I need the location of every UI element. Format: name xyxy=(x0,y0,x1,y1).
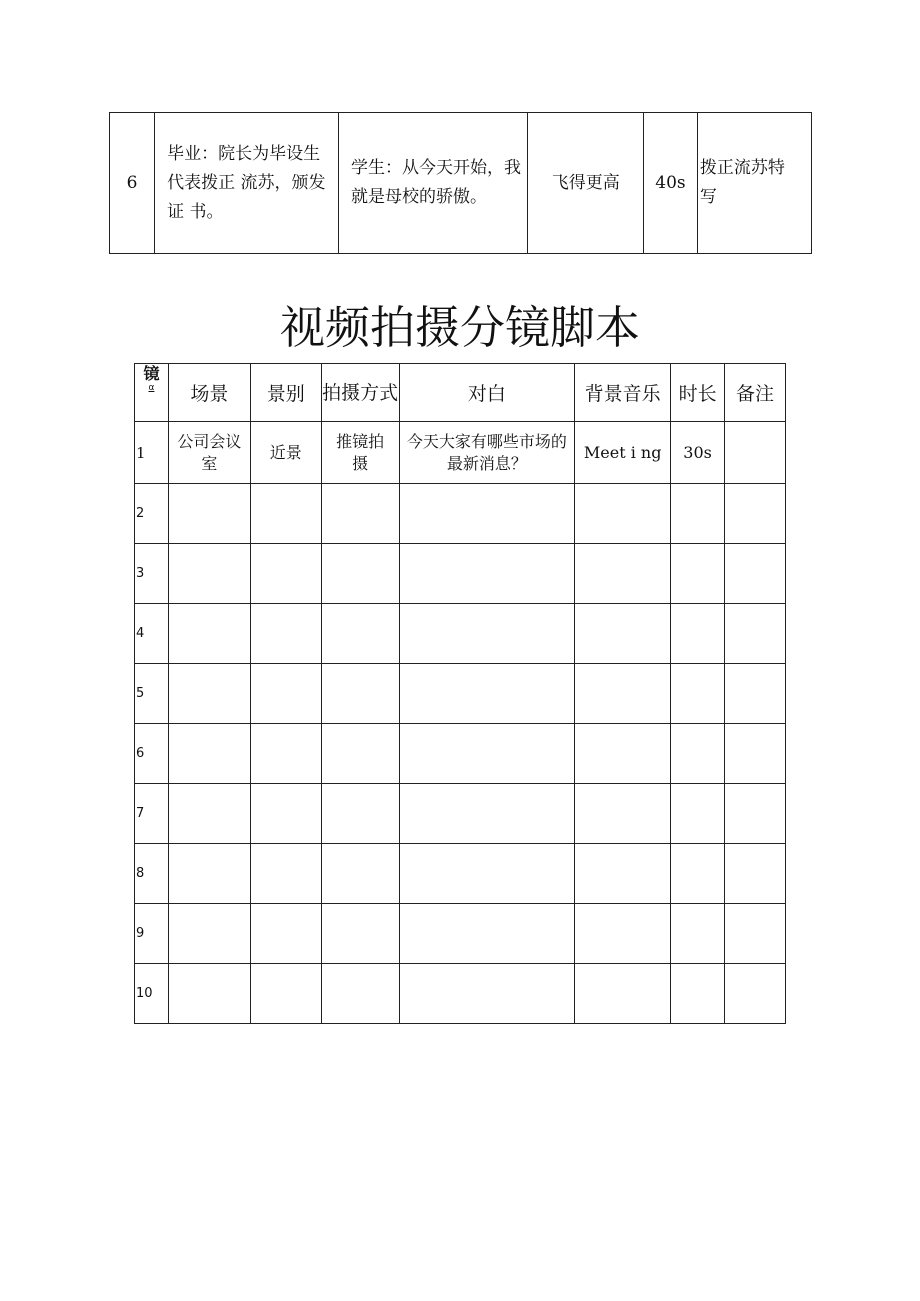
row-number: 1 xyxy=(135,422,169,484)
table-header-row xyxy=(135,364,786,422)
dialog-cell xyxy=(399,964,575,1024)
table-row xyxy=(135,844,786,904)
scene-cell: 公司会议室 xyxy=(168,422,250,484)
table-row xyxy=(135,904,786,964)
music-cell xyxy=(575,784,671,844)
framing-cell xyxy=(250,604,321,664)
note-cell xyxy=(725,422,786,484)
table-row xyxy=(135,544,786,604)
music-cell: Meet i ng xyxy=(575,422,671,484)
row-number: 2 xyxy=(135,484,169,544)
duration-cell xyxy=(671,664,725,724)
shot-number-cell: 6 xyxy=(110,113,155,254)
table-row xyxy=(110,113,812,254)
camera-cell xyxy=(321,664,399,724)
music-cell xyxy=(575,604,671,664)
music-cell: 飞得更高 xyxy=(528,113,644,254)
scene-cell xyxy=(168,544,250,604)
header-music: 背景音乐 xyxy=(575,364,671,422)
duration-cell xyxy=(671,904,725,964)
camera-cell xyxy=(321,844,399,904)
music-cell xyxy=(575,544,671,604)
note-cell xyxy=(725,544,786,604)
note-cell: 拨正流苏特 写 xyxy=(697,113,811,254)
camera-cell xyxy=(321,484,399,544)
note-cell xyxy=(725,604,786,664)
note-cell xyxy=(725,904,786,964)
storyboard-table xyxy=(134,363,786,1024)
note-cell xyxy=(725,844,786,904)
framing-cell xyxy=(250,844,321,904)
table-row xyxy=(135,422,786,484)
duration-cell xyxy=(671,964,725,1024)
music-cell xyxy=(575,844,671,904)
framing-cell: 近景 xyxy=(250,422,321,484)
header-duration: 时长 xyxy=(671,364,725,422)
framing-cell xyxy=(250,904,321,964)
table-row xyxy=(135,964,786,1024)
row-number: 7 xyxy=(135,784,169,844)
camera-cell xyxy=(321,904,399,964)
dialog-cell: 学生：从今天开始，我就是母校的骄傲。 xyxy=(338,113,527,254)
table-row xyxy=(135,784,786,844)
framing-cell xyxy=(250,964,321,1024)
dialog-cell xyxy=(399,484,575,544)
note-cell xyxy=(725,664,786,724)
duration-cell xyxy=(671,484,725,544)
header-scene: 场景 xyxy=(168,364,250,422)
note-cell xyxy=(725,784,786,844)
scene-cell xyxy=(168,964,250,1024)
dialog-cell xyxy=(399,844,575,904)
camera-cell xyxy=(321,604,399,664)
framing-cell xyxy=(250,484,321,544)
duration-cell xyxy=(671,604,725,664)
camera-cell xyxy=(321,784,399,844)
dialog-cell xyxy=(399,664,575,724)
table-row xyxy=(135,724,786,784)
music-cell xyxy=(575,724,671,784)
header-shot-label: 镜 xyxy=(143,364,160,383)
header-dialog: 对白 xyxy=(399,364,575,422)
dialog-cell xyxy=(399,604,575,664)
header-note: 备注 xyxy=(725,364,786,422)
note-cell xyxy=(725,964,786,1024)
duration-cell xyxy=(671,844,725,904)
music-cell xyxy=(575,484,671,544)
dialog-cell xyxy=(399,724,575,784)
header-shot-sublabel: α xyxy=(148,383,155,393)
camera-cell xyxy=(321,724,399,784)
scene-cell xyxy=(168,604,250,664)
camera-cell xyxy=(321,964,399,1024)
scene-cell xyxy=(168,484,250,544)
previous-storyboard-table xyxy=(109,112,812,254)
scene-cell xyxy=(168,844,250,904)
scene-cell xyxy=(168,784,250,844)
page-title: 视频拍摄分镜脚本 xyxy=(279,301,640,354)
scene-cell xyxy=(168,724,250,784)
scene-cell xyxy=(168,904,250,964)
camera-cell xyxy=(321,544,399,604)
table-row xyxy=(135,484,786,544)
row-number: 4 xyxy=(135,604,169,664)
row-number: 8 xyxy=(135,844,169,904)
dialog-cell xyxy=(399,544,575,604)
framing-cell xyxy=(250,724,321,784)
duration-cell xyxy=(671,724,725,784)
duration-cell xyxy=(671,544,725,604)
row-number: 9 xyxy=(135,904,169,964)
header-shot xyxy=(135,364,169,422)
framing-cell xyxy=(250,784,321,844)
row-number: 5 xyxy=(135,664,169,724)
note-cell xyxy=(725,724,786,784)
duration-cell xyxy=(671,784,725,844)
header-framing: 景别 xyxy=(250,364,321,422)
table-row xyxy=(135,664,786,724)
shot-content-cell: 毕业：院长为毕设生代表拨正 流苏，颁发证 书。 xyxy=(155,113,339,254)
music-cell xyxy=(575,664,671,724)
table-row xyxy=(135,604,786,664)
dialog-cell: 今天大家有哪些市场的最新消息？ xyxy=(399,422,575,484)
duration-cell: 30s xyxy=(671,422,725,484)
duration-cell: 40s xyxy=(644,113,698,254)
row-number: 10 xyxy=(135,964,169,1024)
music-cell xyxy=(575,964,671,1024)
scene-cell xyxy=(168,664,250,724)
framing-cell xyxy=(250,544,321,604)
camera-cell: 推镜拍摄 xyxy=(321,422,399,484)
row-number: 6 xyxy=(135,724,169,784)
row-number: 3 xyxy=(135,544,169,604)
music-cell xyxy=(575,904,671,964)
header-camera: 拍摄方式 xyxy=(321,364,399,422)
framing-cell xyxy=(250,664,321,724)
note-cell xyxy=(725,484,786,544)
dialog-cell xyxy=(399,904,575,964)
dialog-cell xyxy=(399,784,575,844)
